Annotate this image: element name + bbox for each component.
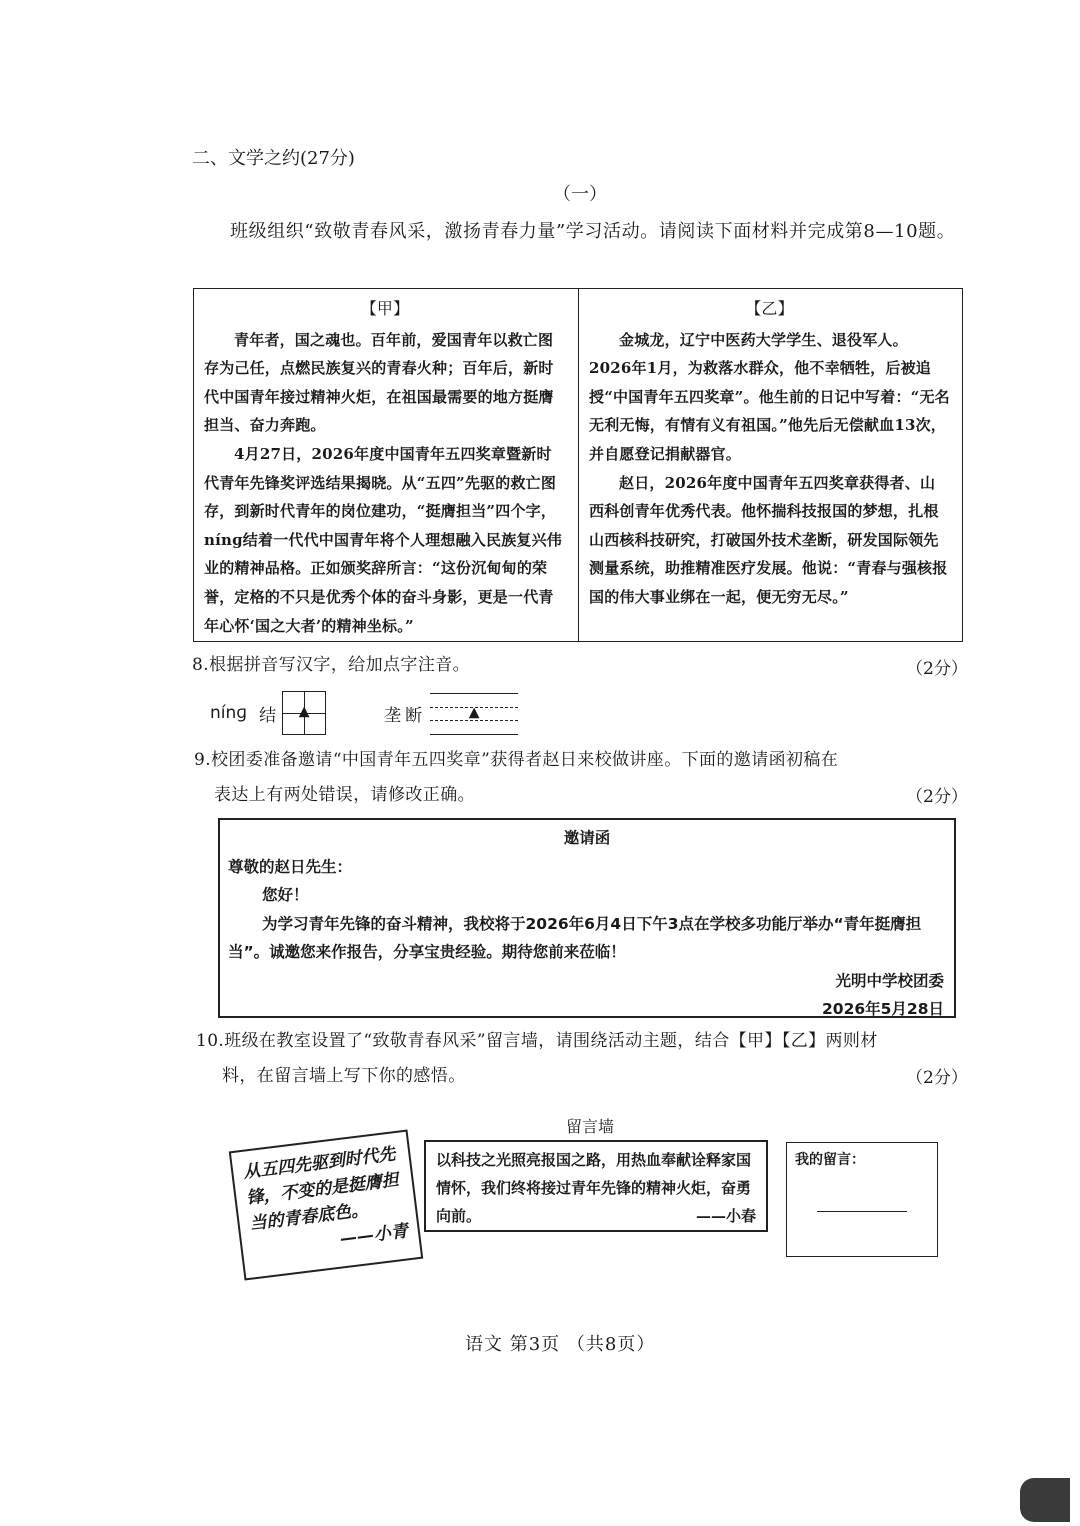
material-jia [194,289,578,641]
note-xiaoqing-sign: ——小青 [339,1221,410,1250]
my-message-blank-line[interactable] [817,1211,907,1212]
letter-greeting: 您好！ [262,886,309,904]
material-jia-paragraph-2: 4月27日，2026年度中国青年五四奖章暨新时代青年先锋奖评选结果揭晓。从“五四”先驱的救亡图存，到新时代青年的岗位建功，“挺膺担当”四个字，nínɡ结着一代代中国青年将个人理想融入民族复兴伟业的精神品格。正如颁奖辞所言：“这份沉甸甸的荣誉，定格的不只是优秀个体的奋斗身影，更是一代青年心怀‘国之大者’的精神坐标。” [204,444,563,635]
my-message-box[interactable] [786,1142,938,1257]
answer-triangle-icon: ▲ [298,703,310,720]
note-xiaoqing-text: 从五四先驱到时代先锋，不变的是挺膺担当的青春底色。 [242,1144,400,1235]
material-yi-heading: 【乙】 [745,299,794,318]
message-wall-title: 留言墙 [566,1117,615,1136]
material-table [193,288,963,642]
pinyin-writing-lines[interactable] [430,691,518,735]
question-8-answer-row [210,690,518,736]
my-message-label: 我的留言： [795,1152,865,1168]
material-yi-paragraph-1: 金城龙，辽宁中医药大学学生、退役军人。2026年1月，为救落水群众，他不幸牺牲，后被追授“中国青年五四奖章”。他生前的日记中写着：“无名无利无悔，有情有义有祖国。”他先后无偿献血13次，并自愿登记捐献器官。 [589,330,950,463]
answer-grid-box[interactable] [282,691,326,735]
question-8: 8.根据拼音写汉字，给加点字注音。 [192,655,471,675]
material-yi-paragraph-2: 赵日，2026年度中国青年五四奖章获得者、山西科创青年优秀代表。他怀揣科技报国的梦想，扎根山西核科技研究，打破国外技术垄断，研发国际领先测量系统，助推精准医疗发展。他说：“青春与强核报国的伟大事业绑在一起，便无穷无尽。” [589,473,948,606]
question-10-line-1: 10.班级在教室设置了“致敬青春风采”留言墙，请围绕活动主题，结合【甲】【乙】两则材 [196,1031,878,1051]
question-10-score: （2分） [906,1068,968,1088]
part-marker: （一） [553,184,607,205]
word-2-char-a: 垄 [384,705,402,726]
material-yi [578,289,962,641]
question-9-score: （2分） [906,787,968,807]
material-jia-paragraph-1: 青年者，国之魂也。百年前，爱国青年以救亡图存为己任，点燃民族复兴的青春火种；百年后，新时代中国青年接过精神火炬，在祖国最需要的地方挺膺担当、奋力奔跑。 [204,330,554,435]
letter-signer: 光明中学校团委 [835,971,944,990]
question-8-score: （2分） [906,659,968,679]
question-10-line-2: 料，在留言墙上写下你的感悟。 [222,1066,466,1086]
letter-salutation: 尊敬的赵日先生： [228,857,353,876]
page-footer: 语文 第3页 （共8页） [465,1334,656,1355]
word-1-char: 结 [259,705,277,726]
note-xiaochun-sign: ——小春 [695,1207,756,1225]
material-jia-heading: 【甲】 [360,299,410,318]
invitation-letter [218,818,956,1018]
message-note-xiaochun [424,1140,768,1232]
note-xiaochun-text: 以科技之光照亮报国之路，用热血奉献诠释家国情怀，我们终将接过青年先锋的精神火炬，奋勇向前。 [436,1151,752,1225]
question-9-line-1: 9.校团委准备邀请“中国青年五四奖章”获得者赵日来校做讲座。下面的邀请函初稿在 [194,750,839,770]
message-note-xiaoqing [229,1130,424,1281]
corner-tab[interactable] [1020,1478,1070,1522]
word-2-char-b: 断 [405,705,423,726]
pinyin-label: nínɡ [210,703,248,723]
question-9-line-2: 表达上有两处错误，请修改正确。 [214,785,475,805]
intro-paragraph: 班级组织“致敬青春风采，激扬青春力量”学习活动。请阅读下面材料并完成第8—10题。 [230,221,956,242]
letter-title: 邀请函 [563,829,611,847]
letter-date: 2026年5月28日 [822,1000,944,1018]
letter-body: 为学习青年先锋的奋斗精神，我校将于2026年6月4日下午3点在学校多功能厅举办“青年挺膺担当”。诚邀您来作报告，分享宝贵经验。期待您前来莅临！ [228,914,922,961]
pinyin-triangle-icon: ▲ [468,704,480,721]
section-title: 二、文学之约(27分) [192,148,355,169]
